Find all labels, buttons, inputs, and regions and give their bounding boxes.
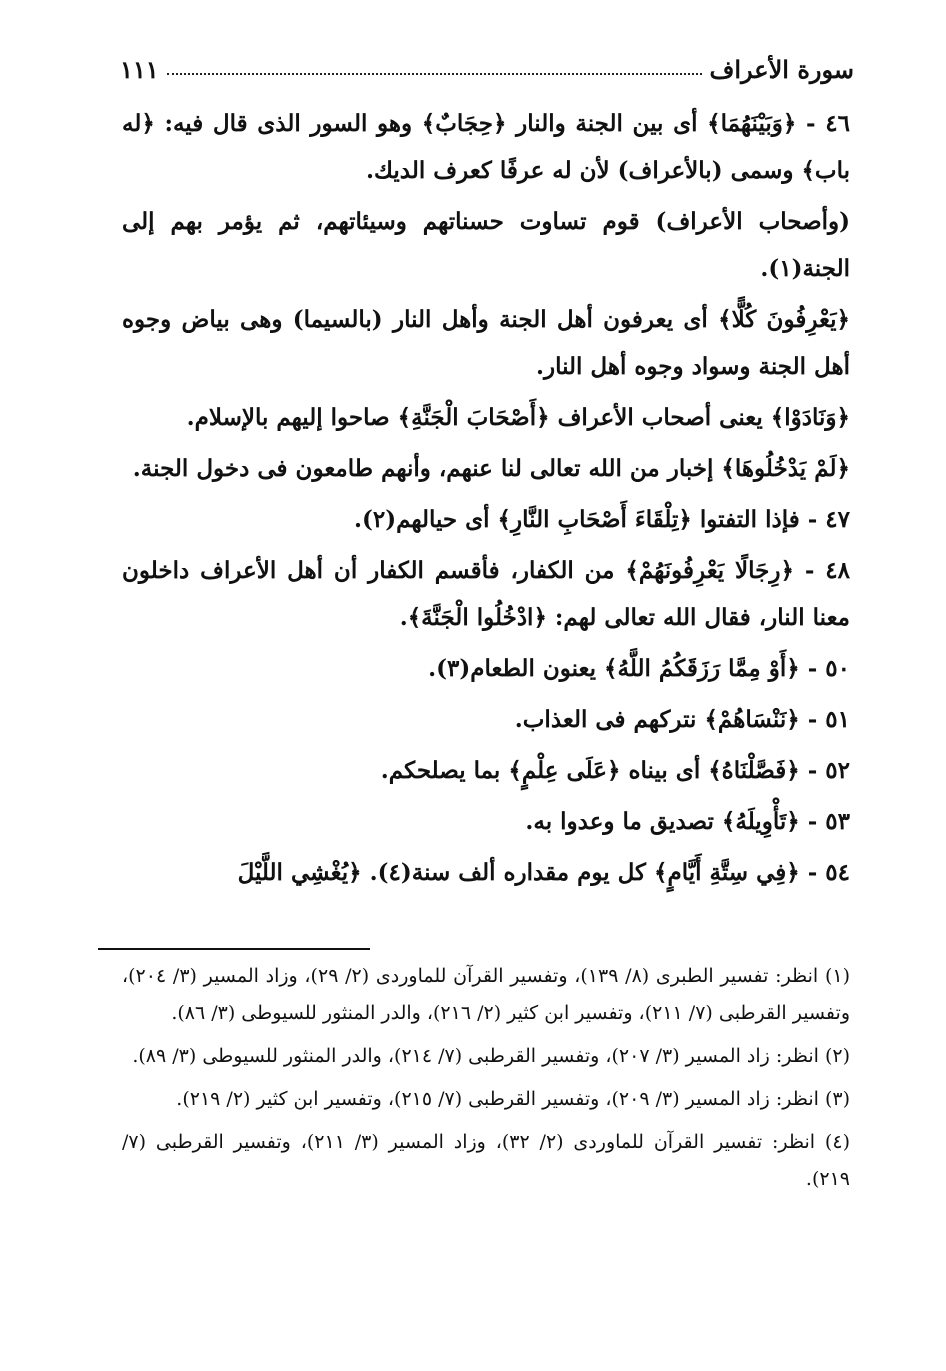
paragraph-verse-46: ٤٦ - ﴿وَبَيْنَهُمَا﴾ أى بين الجنة والنار ﴿حِجَابٌ﴾ وهو السور الذى قال فيه: ﴿له باب﴾ وسمى (بالأعراف) لأن له عرفًا كعرف الديك. [122,110,850,184]
dotted-leader [167,73,702,75]
page-number: ١١١ [120,55,159,84]
main-text [122,100,850,900]
paragraph-verse-51: ٥١ - ﴿نَنْسَاهُمْ﴾ نتركهم فى العذاب. [514,706,850,733]
paragraph-yarifuna: ﴿يَعْرِفُونَ كُلًّا﴾ أى يعرفون أهل الجنة وأهل النار (بالسيما) وهى بياض وجوه أهل الجنة وسواد وجوه أهل النار. [122,306,850,380]
paragraph-nadaw: ﴿وَنَادَوْا﴾ يعنى أصحاب الأعراف ﴿أَصْحَابَ الْجَنَّةِ﴾ صاحوا إليهم بالإسلام. [186,404,850,431]
paragraph-verse-50: ٥٠ - ﴿أَوْ مِمَّا رَزَقَكُمُ اللَّهُ﴾ يعنون الطعام(٣). [428,655,850,682]
paragraph-verse-47: ٤٧ - فإذا التفتوا ﴿تِلْقَاءَ أَصْحَابِ النَّارِ﴾ أى حيالهم(٢). [353,506,850,533]
footnote-3: (٣) انظر: زاد المسير (٣/ ٢٠٩)، وتفسير القرطبى (٧/ ٢١٥)، وتفسير ابن كثير (٢/ ٢١٩). [176,1088,850,1110]
footnote-separator [98,948,370,950]
running-title: سورة الأعراف [709,55,854,84]
footnote-1: (١) انظر: تفسير الطبرى (٨/ ١٣٩)، وتفسير القرآن للماوردى (٢/ ٢٩)، وزاد المسير (٣/ ٢٠٤)، وتفسير القرطبى (٧/ ٢١١)، وتفسير ابن كثير (٢/ ٢١٦)، والدر المنثور للسيوطى (٣/ ٨٦). [122,965,850,1024]
paragraph-verse-54: ٥٤ - ﴿فِي سِتَّةِ أَيَّامٍ﴾ كل يوم مقداره ألف سنة(٤). ﴿يُغْشِي اللَّيْلَ [237,859,850,886]
running-header [120,44,854,84]
paragraph-verse-48: ٤٨ - ﴿رِجَالًا يَعْرِفُونَهُمْ﴾ من الكفار، فأقسم الكفار أن أهل الأعراف داخلون معنا النار، فقال الله تعالى لهم: ﴿ادْخُلُوا الْجَنَّةَ﴾. [122,557,850,631]
footnote-2: (٢) انظر: زاد المسير (٣/ ٢٠٧)، وتفسير القرطبى (٧/ ٢١٤)، والدر المنثور للسيوطى (٣/ ٨٩). [132,1045,850,1067]
footnote-4: (٤) انظر: تفسير القرآن للماوردى (٢/ ٣٢)، وزاد المسير (٣/ ٢١١)، وتفسير القرطبى (٧/ ٢١٩). [122,1131,850,1190]
paragraph-ashab-al-araf: (وأصحاب الأعراف) قوم تساوت حسناتهم وسيئاتهم، ثم يؤمر بهم إلى الجنة(١). [122,208,850,282]
footnotes [122,958,850,1204]
paragraph-lam-yadkhuluha: ﴿لَمْ يَدْخُلُوهَا﴾ إخبار من الله تعالى لنا عنهم، وأنهم طامعون فى دخول الجنة. [132,455,850,482]
paragraph-verse-52: ٥٢ - ﴿فَصَّلْنَاهُ﴾ أى بيناه ﴿عَلَى عِلْمٍ﴾ بما يصلحكم. [380,757,850,784]
paragraph-verse-53: ٥٣ - ﴿تَأْوِيلَهُ﴾ تصديق ما وعدوا به. [525,808,850,835]
